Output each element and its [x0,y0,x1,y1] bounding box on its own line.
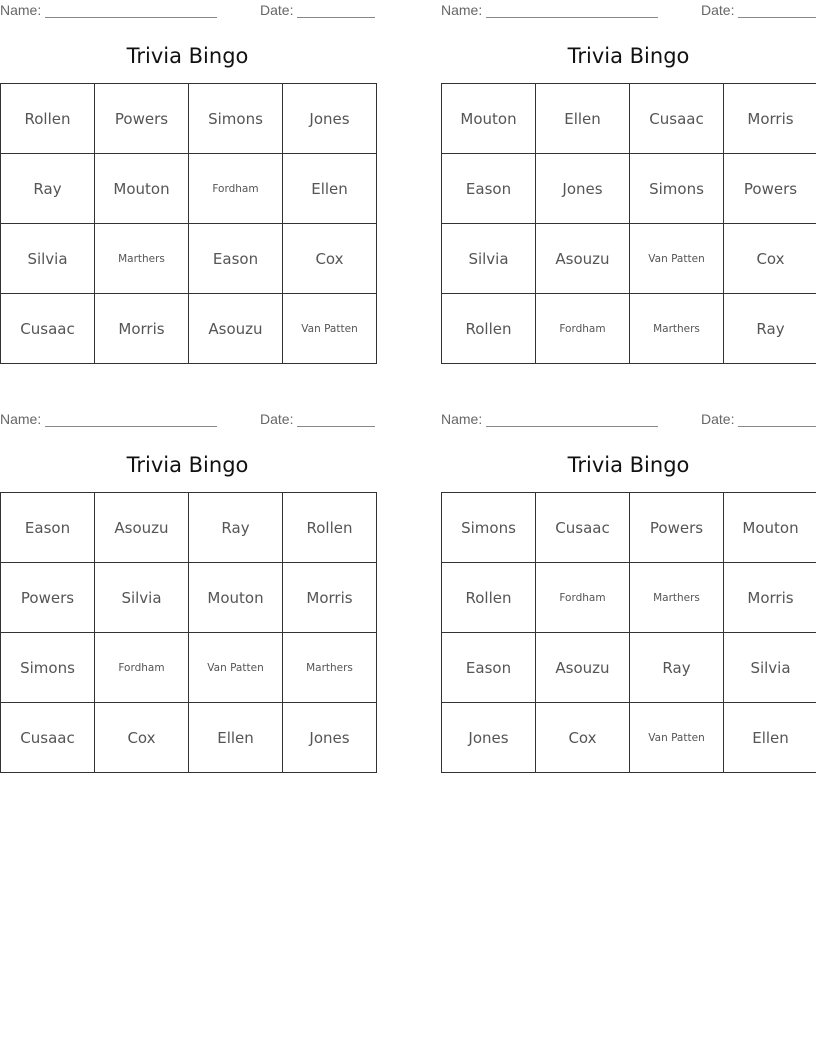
bingo-cell: Ellen [283,154,377,224]
date-blank-line [738,426,816,427]
bingo-cell: Morris [724,563,816,633]
bingo-row [1,84,377,154]
card-header [0,411,375,429]
bingo-row [1,563,377,633]
bingo-row [442,154,816,224]
bingo-cell: Ellen [536,84,630,154]
bingo-cell: Marthers [630,563,724,633]
date-label: Date: [260,411,294,427]
bingo-row [1,154,377,224]
bingo-cell: Fordham [189,154,283,224]
bingo-cell: Eason [1,493,95,563]
bingo-row [442,703,816,773]
bingo-cell: Cusaac [1,294,95,364]
card-title: Trivia Bingo [567,453,690,477]
bingo-cell: Silvia [1,224,95,294]
bingo-cell: Silvia [442,224,536,294]
date-blank-line [297,426,375,427]
card-header [441,411,816,429]
bingo-cell: Ray [1,154,95,224]
bingo-cell: Eason [442,154,536,224]
bingo-cell: Cox [283,224,377,294]
bingo-cell: Rollen [442,294,536,364]
bingo-cell: Fordham [95,633,189,703]
bingo-cell: Van Patten [630,703,724,773]
bingo-cell: Eason [189,224,283,294]
bingo-row [442,84,816,154]
name-blank-line [486,17,658,18]
bingo-cell: Cox [724,224,816,294]
card-header [0,2,375,20]
bingo-row [1,633,377,703]
bingo-row [442,633,816,703]
bingo-row [442,224,816,294]
bingo-cell: Cusaac [630,84,724,154]
bingo-cell: Mouton [442,84,536,154]
bingo-cell: Powers [630,493,724,563]
name-blank-line [45,17,217,18]
bingo-cell: Powers [724,154,816,224]
date-blank-line [297,17,375,18]
bingo-cell: Ray [189,493,283,563]
name-label: Name: [0,2,42,18]
bingo-cell: Ellen [724,703,816,773]
bingo-row [1,294,377,364]
bingo-cell: Marthers [630,294,724,364]
card-title: Trivia Bingo [126,44,249,68]
bingo-cell: Cusaac [1,703,95,773]
bingo-row [1,493,377,563]
bingo-grid [441,492,816,773]
bingo-row [442,563,816,633]
bingo-cell: Jones [283,703,377,773]
bingo-cell: Eason [442,633,536,703]
bingo-cell: Mouton [189,563,283,633]
bingo-row [442,294,816,364]
bingo-cell: Asouzu [189,294,283,364]
bingo-cell: Van Patten [630,224,724,294]
name-blank-line [486,426,658,427]
bingo-cell: Ray [724,294,816,364]
bingo-cell: Simons [189,84,283,154]
bingo-cell: Van Patten [283,294,377,364]
bingo-grid [0,492,377,773]
bingo-row [1,703,377,773]
bingo-cell: Simons [1,633,95,703]
card-header [441,2,816,20]
date-label: Date: [701,2,735,18]
bingo-cell: Morris [724,84,816,154]
bingo-cell: Marthers [283,633,377,703]
bingo-cell: Fordham [536,294,630,364]
bingo-cell: Marthers [95,224,189,294]
bingo-cell: Fordham [536,563,630,633]
name-label: Name: [441,411,483,427]
bingo-cell: Simons [630,154,724,224]
bingo-cell: Silvia [95,563,189,633]
bingo-cell: Asouzu [536,224,630,294]
bingo-cell: Asouzu [95,493,189,563]
bingo-grid [0,83,377,364]
bingo-cell: Cox [536,703,630,773]
bingo-cell: Powers [95,84,189,154]
bingo-cell: Cox [95,703,189,773]
date-blank-line [738,17,816,18]
date-label: Date: [701,411,735,427]
bingo-cell: Mouton [95,154,189,224]
name-label: Name: [441,2,483,18]
bingo-cell: Rollen [442,563,536,633]
card-title: Trivia Bingo [126,453,249,477]
bingo-cell: Powers [1,563,95,633]
bingo-cell: Morris [283,563,377,633]
bingo-cell: Simons [442,493,536,563]
bingo-grid [441,83,816,364]
bingo-row [1,224,377,294]
name-blank-line [45,426,217,427]
date-label: Date: [260,2,294,18]
bingo-cell: Silvia [724,633,816,703]
name-label: Name: [0,411,42,427]
bingo-row [442,493,816,563]
bingo-cell: Rollen [1,84,95,154]
bingo-cell: Jones [536,154,630,224]
bingo-cell: Mouton [724,493,816,563]
bingo-cell: Rollen [283,493,377,563]
bingo-cell: Jones [283,84,377,154]
card-title: Trivia Bingo [567,44,690,68]
bingo-cell: Asouzu [536,633,630,703]
bingo-cell: Van Patten [189,633,283,703]
bingo-cell: Cusaac [536,493,630,563]
bingo-cell: Morris [95,294,189,364]
bingo-cell: Ellen [189,703,283,773]
bingo-cell: Ray [630,633,724,703]
bingo-cell: Jones [442,703,536,773]
